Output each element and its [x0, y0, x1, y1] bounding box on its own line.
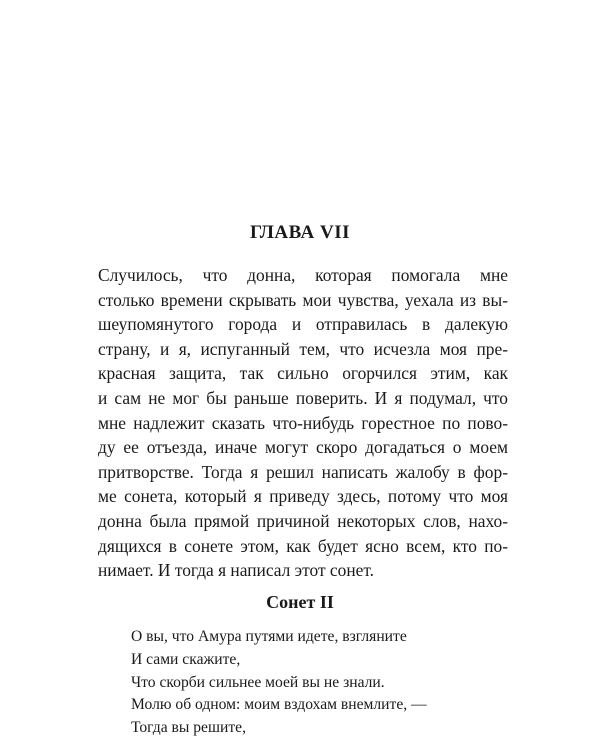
chapter-title: ГЛАВА VII [249, 222, 351, 243]
text-line: страну, и я, испуганный тем, что исчезла моя пре- [98, 338, 508, 359]
sonnet-verse [131, 626, 531, 740]
verse-line: Что скорби сильнее моей вы не знали. [131, 673, 385, 691]
text-line: шеупомянутого города и отправилась в далекую [98, 314, 508, 335]
text-line: ме сонета, который я приведу здесь, потому что моя [98, 486, 508, 507]
text-line: и сам не мог бы раньше поверить. И я подумал, что [98, 387, 508, 408]
verse-line: Молю об одном: моим вздохам внемлите, — [131, 696, 427, 714]
text-line: мне надлежит сказать что-нибудь горестное по пово- [98, 412, 508, 433]
text-line: Случилось, что донна, которая помогала мне [98, 265, 508, 285]
sonnet-title: Сонет II [266, 592, 334, 612]
text-line: красная защита, так сильно огорчился этим, как [98, 363, 508, 384]
verse-line: О вы, что Амура путями идете, взгляните [131, 628, 407, 645]
text-line: столько времени скрывать мои чувства, уехала из вы- [98, 289, 508, 310]
verse-line: Тогда вы решите, [131, 719, 246, 737]
text-line: ду ее отъезда, иначе могут скоро догадаться о моем [98, 437, 508, 458]
text-line: дящихся в сонете этом, как будет ясно всем, кто по- [98, 535, 508, 556]
text-line: притворстве. Тогда я решил написать жалобу в фор- [98, 461, 508, 482]
text-line: нимает. И тогда я написал этот сонет. [98, 560, 374, 581]
verse-line: И сами скажите, [131, 650, 241, 668]
chapter-text [98, 263, 508, 583]
text-line: донна была прямой причиной некоторых слов, нахо- [98, 510, 508, 531]
